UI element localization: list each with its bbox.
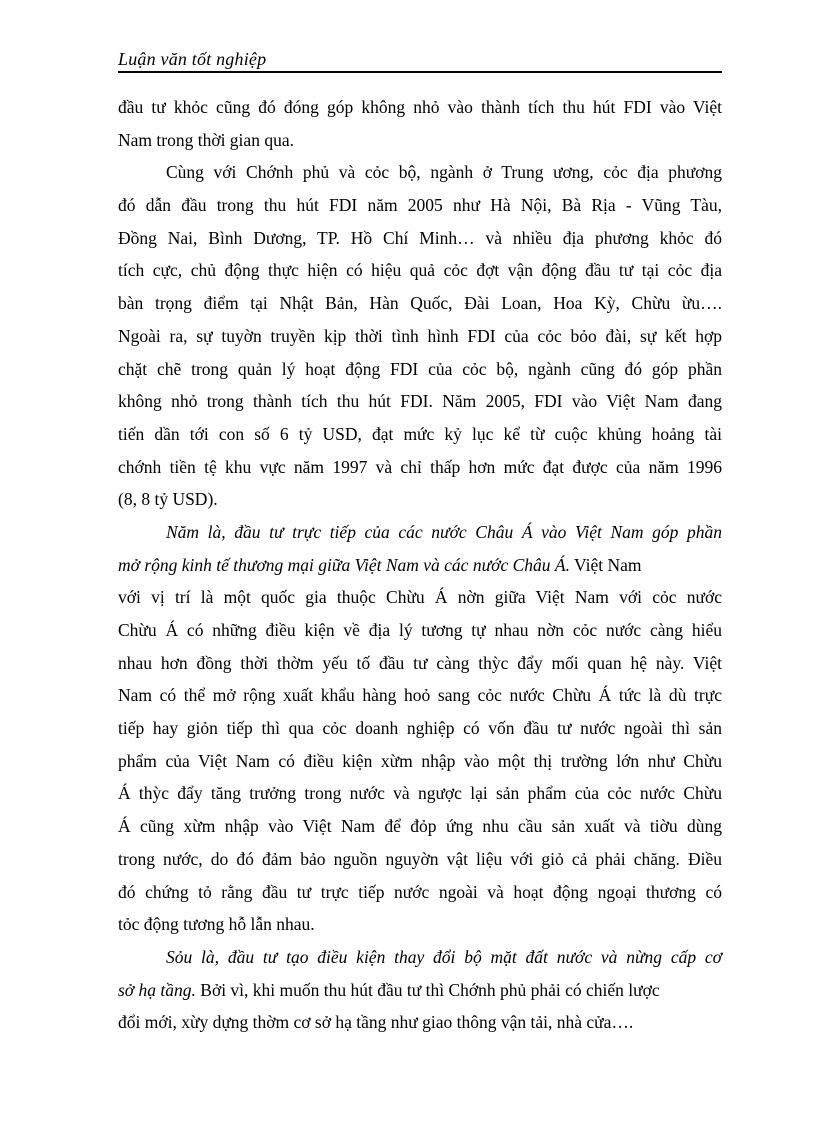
text-line: đó chứng tỏ rằng đầu tư trực tiếp nước ngoài và hoạt động ngoại thương có xyxy=(118,881,722,902)
text-line: Nam có thể mở rộng xuất khẩu hàng hoỏ sang cỏc nước Chừu Á tức là dù trực xyxy=(118,685,722,706)
text-line-mixed xyxy=(118,549,722,582)
text-line: tỏc động tương hỗ lẫn nhau. xyxy=(118,914,315,935)
text-line: tích cực, chủ động thực hiện có hiệu quả cỏc đợt vận động đầu tư tại cỏc địa xyxy=(118,260,722,281)
text-fragment: Việt Nam xyxy=(569,554,642,575)
text-line: Á cũng xừm nhập vào Việt Nam để đỏp ứng nhu cầu sản xuất và tiờu dùng xyxy=(118,816,722,837)
text-line: Năm là, đầu tư trực tiếp của các nước Châu Á vào Việt Nam góp phần xyxy=(166,521,722,542)
text-line: chớnh tiền tệ khu vực năm 1997 và chỉ thấp hơn mức đạt được của năm 1996 xyxy=(118,456,722,477)
text-line: tiến dần tới con số 6 tỷ USD, đạt mức kỷ lục kể từ cuộc khủng hoảng tài xyxy=(118,423,722,444)
page-header xyxy=(118,48,722,72)
text-line: Sỏu là, đầu tư tạo điều kiện thay đổi bộ mặt đất nước và nừng cấp cơ xyxy=(166,946,722,967)
italic-phrase: sở hạ tầng. xyxy=(118,979,196,1000)
italic-phrase: mở rộng kinh tế thương mại giữa Việt Nam và các nước Châu Á. xyxy=(118,554,570,575)
text-line: đó dẫn đầu trong thu hút FDI năm 2005 như Hà Nội, Bà Rịa - Vũng Tàu, xyxy=(118,195,722,216)
text-line: không nhỏ trong thành tích thu hút FDI. Năm 2005, FDI vào Việt Nam đang xyxy=(118,391,722,412)
text-line: bàn trọng điểm tại Nhật Bản, Hàn Quốc, Đài Loan, Hoa Kỳ, Chừu ừu…. xyxy=(118,293,722,314)
text-line: trong nước, do đó đảm bảo nguồn nguyờn vật liệu với giỏ cả phải chăng. Điều xyxy=(118,848,722,869)
text-line: nhau hơn đồng thời thờm yếu tố đầu tư càng thỳc đẩy mối quan hệ này. Việt xyxy=(118,652,722,673)
text-fragment: Bởi vì, khi muốn thu hút đầu tư thì Chớnh phủ phải có chiến lược xyxy=(195,979,660,1000)
text-line: Ngoài ra, sự tuyờn truyền kịp thời tình hình FDI của cỏc bỏo đài, sự kết hợp xyxy=(118,325,722,346)
text-line: (8, 8 tỷ USD). xyxy=(118,489,218,510)
text-line: tiếp hay giỏn tiếp thì qua cỏc doanh nghiệp có vốn đầu tư nước ngoài thì sản xyxy=(118,718,722,739)
text-line: đổi mới, xừy dựng thờm cơ sở hạ tầng như giao thông vận tải, nhà cửa…. xyxy=(118,1012,634,1033)
header-title: Luận văn tốt nghiệp xyxy=(118,49,267,69)
text-line-mixed xyxy=(118,974,722,1007)
text-line: Chừu Á có những điều kiện về địa lý tương tự nhau nờn cỏc nước càng hiểu xyxy=(118,620,722,640)
text-line: phẩm của Việt Nam có điều kiện xừm nhập vào một thị trường lớn như Chừu xyxy=(118,750,722,771)
body-text xyxy=(118,91,722,1039)
text-line: Nam trong thời gian qua. xyxy=(118,129,294,150)
text-line: Á thỳc đẩy tăng trưởng trong nước và ngược lại sản phẩm của cỏc nước Chừu xyxy=(118,783,722,804)
text-line: Cùng với Chớnh phủ và cỏc bộ, ngành ở Trung ương, cỏc địa phương xyxy=(166,162,722,183)
text-line: đầu tư khỏc cũng đó đóng góp không nhỏ vào thành tích thu hút FDI vào Việt xyxy=(118,97,722,117)
text-line: chặt chẽ trong quản lý hoạt động FDI của cỏc bộ, ngành cũng đó góp phần xyxy=(118,358,722,379)
text-line: với vị trí là một quốc gia thuộc Chừu Á nờn giữa Việt Nam với cỏc nước xyxy=(118,587,722,608)
header-rule xyxy=(118,71,722,73)
text-line: Đồng Nai, Bình Dương, TP. Hồ Chí Minh… và nhiều địa phương khỏc đó xyxy=(118,227,722,248)
